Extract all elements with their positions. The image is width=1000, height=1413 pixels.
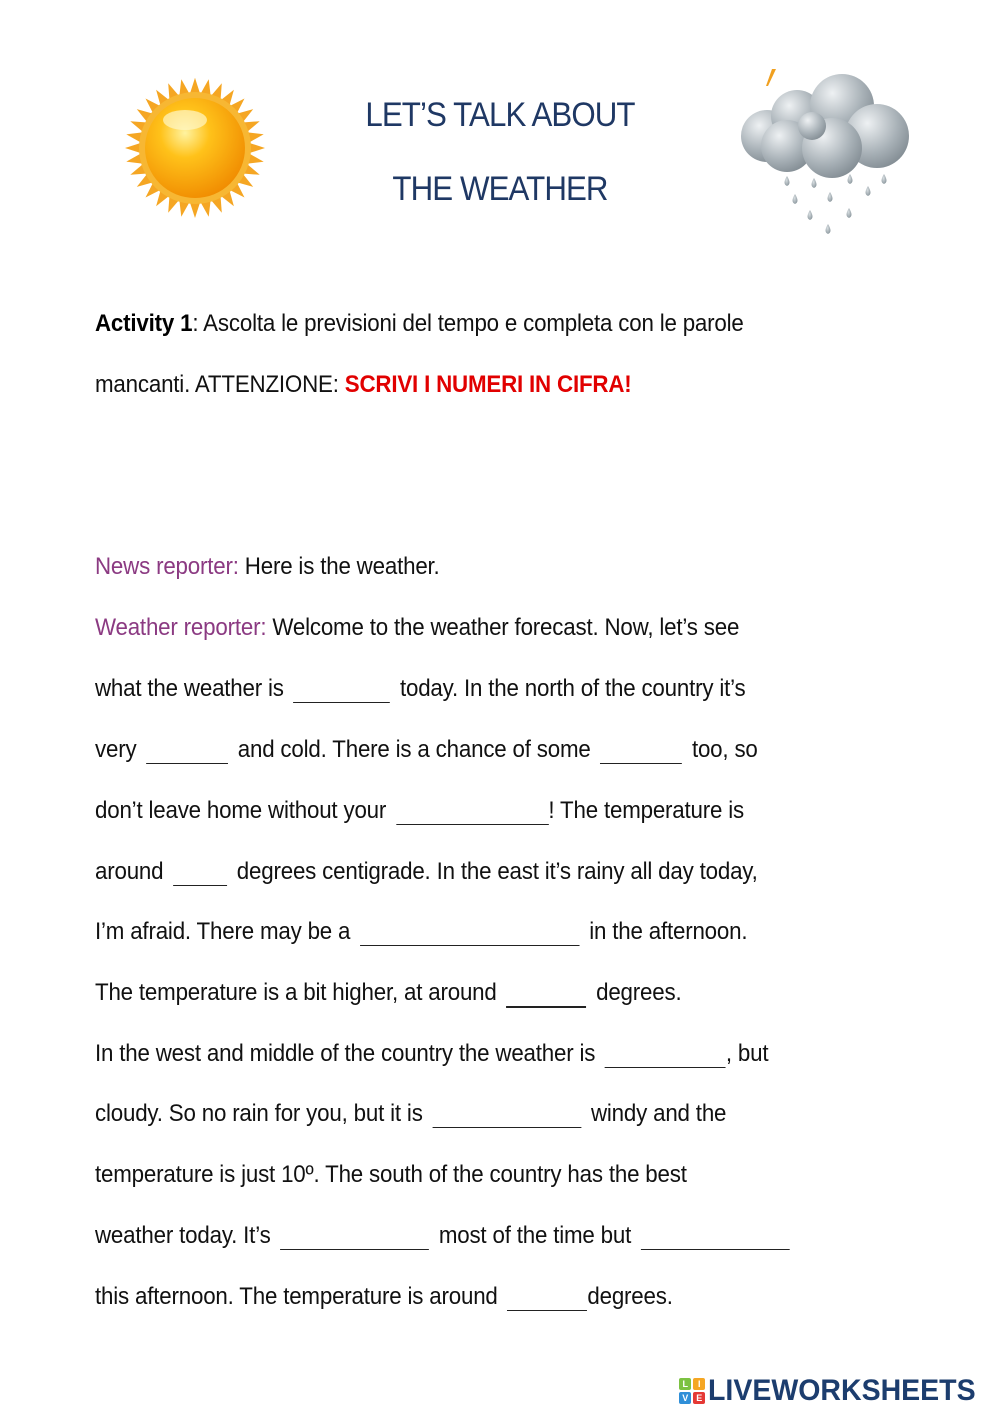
text-segment: most of the time but	[432, 1222, 638, 1249]
logo-tile: I	[693, 1378, 705, 1390]
news-reporter-label: News reporter:	[95, 553, 239, 580]
text-line-5	[95, 918, 747, 946]
text-segment: today. In the north of the country it’s	[393, 675, 746, 702]
text-line-10	[95, 1222, 793, 1250]
weather-reporter-text: Welcome to the weather forecast. Now, let’s see	[266, 614, 740, 641]
activity-label: Activity 1	[95, 310, 193, 337]
text-segment: weather today. It’s	[95, 1222, 277, 1249]
title-line-2: THE WEATHER	[392, 170, 608, 208]
text-segment: , but	[725, 1040, 769, 1067]
activity-instruction-line-1	[95, 310, 744, 338]
text-segment: around	[95, 858, 170, 885]
blank-8[interactable]	[605, 1045, 726, 1068]
text-segment: what the weather is	[95, 675, 290, 702]
text-segment: degrees.	[587, 1283, 673, 1310]
text-line-1	[95, 675, 746, 703]
weather-reporter-label: Weather reporter:	[95, 614, 267, 641]
title-line-1: LET’S TALK ABOUT	[365, 96, 635, 134]
blank-2[interactable]	[146, 741, 228, 764]
blank-6[interactable]	[360, 923, 579, 946]
blank-5[interactable]	[173, 863, 227, 886]
text-segment: The temperature is a bit higher, at around	[95, 979, 503, 1006]
blank-9[interactable]	[432, 1105, 581, 1128]
text-line-9	[95, 1161, 687, 1189]
text-segment: too, so	[685, 736, 758, 763]
logo-tiles-icon	[679, 1378, 705, 1404]
text-line-3	[95, 797, 744, 825]
rain-cloud-icon	[732, 66, 917, 241]
text-line-4	[95, 858, 758, 886]
text-line-8	[95, 1100, 726, 1128]
text-segment: in the afternoon.	[583, 918, 748, 945]
text-segment: very	[95, 736, 143, 763]
activity-instruction-line-2	[95, 371, 632, 399]
blank-12[interactable]	[507, 1288, 587, 1311]
text-segment: degrees.	[590, 979, 682, 1006]
weather-reporter-line	[95, 614, 739, 642]
blank-7[interactable]	[506, 984, 586, 1008]
activity-text-2: mancanti. ATTENZIONE:	[95, 371, 345, 398]
text-segment: degrees centigrade. In the east it’s rainy all day today,	[230, 858, 758, 885]
text-segment: I’m afraid. There may be a	[95, 918, 357, 945]
news-reporter-line	[95, 553, 440, 581]
text-segment: and cold. There is a chance of some	[231, 736, 597, 763]
liveworksheets-logo	[679, 1374, 990, 1408]
text-segment: ! The temperature is	[548, 797, 745, 824]
blank-3[interactable]	[600, 741, 682, 764]
logo-text: LIVEWORKSHEETS	[708, 1374, 976, 1407]
blank-4[interactable]	[396, 802, 549, 825]
text-segment: this afternoon. The temperature is around	[95, 1283, 504, 1310]
text-segment: cloudy. So no rain for you, but it is	[95, 1100, 429, 1127]
text-segment: windy and the	[584, 1100, 727, 1127]
text-segment: don’t leave home without your	[95, 797, 393, 824]
logo-tile: E	[693, 1392, 705, 1404]
text-line-6	[95, 979, 681, 1008]
logo-tile: V	[679, 1392, 691, 1404]
text-segment: temperature is just 10º. The south of the country has the best	[95, 1161, 687, 1188]
text-line-11	[95, 1283, 673, 1311]
blank-1[interactable]	[294, 680, 391, 703]
warning-text: SCRIVI I NUMERI IN CIFRA!	[344, 371, 632, 398]
activity-text-1: : Ascolta le previsioni del tempo e completa con le parole	[192, 310, 744, 337]
news-reporter-text: Here is the weather.	[238, 553, 440, 580]
text-line-7	[95, 1040, 768, 1068]
blank-11[interactable]	[641, 1227, 790, 1250]
sun-icon	[120, 78, 270, 218]
text-line-2	[95, 736, 758, 764]
logo-tile: L	[679, 1378, 691, 1390]
text-segment: In the west and middle of the country the weather is	[95, 1040, 602, 1067]
blank-10[interactable]	[280, 1227, 429, 1250]
